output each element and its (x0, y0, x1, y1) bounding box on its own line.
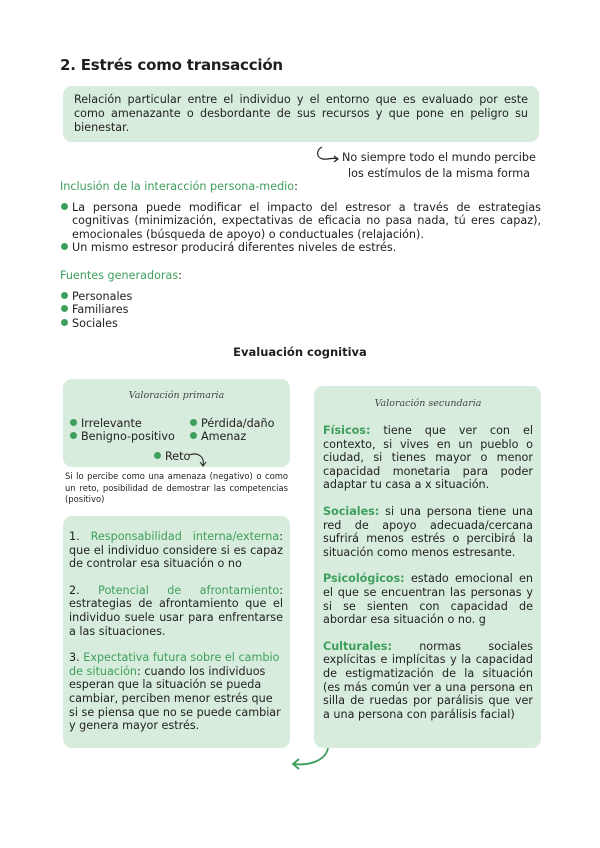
curly-arrow-icon (312, 144, 342, 166)
secondary-body: estado emocional en el que se encuentran las personas y si se sienten con capacidad de abordar esa situación o no. g (323, 572, 533, 627)
interaction-label (60, 180, 298, 194)
secondary-body: si una persona tiene una red de apoyo adecuada/cercana sufrirá menos estrés o percibirá la situación como menos estresante. (323, 504, 533, 559)
secondary-item (323, 572, 533, 626)
curved-arrow-icon (187, 452, 213, 472)
sources-label-colon: : (178, 269, 182, 282)
secondary-item (323, 640, 533, 722)
factor-item (69, 584, 283, 638)
factors-content (69, 530, 283, 733)
factor-colon: : (279, 583, 283, 597)
bullet-icon (61, 292, 68, 299)
secondary-appraisal-title: Valoración secundaria (374, 398, 482, 409)
interaction-label-colon: : (294, 180, 298, 193)
primary-col-1 (70, 417, 175, 444)
bullet-icon (61, 305, 68, 312)
interaction-label-text: Inclusión de la interacción persona-medio (60, 180, 295, 193)
secondary-heading: Psicológicos: (323, 572, 405, 586)
list-item-text: Benigno-positivo (81, 430, 175, 444)
factor-body: que el individuo considere si es capaz de controlar esa situación o no (69, 543, 283, 571)
list-item-text: Reto (165, 450, 191, 463)
factors-box (63, 516, 290, 748)
list-item (70, 417, 175, 430)
factor-body: estrategias de afrontamiento que el individuo suele usar para enfrentarse a las situaciones. (69, 597, 283, 638)
curved-arrow-icon (286, 746, 334, 772)
list-item (190, 417, 274, 430)
bullet-icon (154, 452, 161, 459)
list-item (190, 430, 274, 443)
list-item (70, 430, 175, 443)
bullet-icon (61, 319, 68, 326)
factor-item (69, 530, 283, 571)
list-item (61, 241, 541, 254)
definition-text: Relación particular entre el individuo y el entorno que es evaluado por este como amenazante o desbordante de sus recursos y que pone en peligro su bienestar. (74, 93, 528, 134)
secondary-body: tiene que ver con el contexto, si vives en un pueblo o ciudad, si tienes mayor o menor capacidad monetaria para poder adaptar tu casa a x situación. (323, 424, 533, 492)
secondary-appraisal-box (314, 386, 541, 748)
secondary-body: normas sociales explícitas e implícitas y la capacidad de estigmatización de la situación (es más común ver a una persona en silla de ruedas por parálisis que ver a una persona con parálisis facial) (323, 639, 533, 721)
bullet-icon (70, 432, 77, 439)
secondary-content (323, 424, 533, 721)
primary-appraisal-box (63, 379, 290, 467)
list-item (61, 303, 132, 316)
bullet-icon (61, 243, 68, 250)
list-item-text: Pérdida/daño (201, 417, 275, 430)
bullet-icon (190, 419, 197, 426)
secondary-heading: Sociales: (323, 504, 380, 518)
list-item-text: Sociales (72, 316, 118, 330)
side-note (342, 150, 536, 182)
factor-number: 2. (69, 583, 80, 597)
bullet-icon (61, 203, 68, 210)
secondary-heading: Culturales: (323, 639, 392, 653)
list-item (61, 290, 132, 303)
factor-item (69, 651, 283, 733)
side-note-line-2: los estímulos de la misma forma (348, 167, 531, 180)
definition-box (63, 86, 539, 142)
side-note-line-1: No siempre todo el mundo percibe (342, 151, 536, 164)
list-item (61, 317, 132, 330)
factor-heading: Responsabilidad interna/externa (90, 530, 280, 543)
sources-label-text: Fuentes generadoras (60, 269, 179, 282)
list-item (61, 201, 541, 241)
interaction-list (61, 201, 541, 255)
primary-appraisal-title: Valoración primaria (128, 390, 225, 401)
factor-number: 3. (69, 651, 80, 665)
reto-item (154, 450, 190, 463)
factor-heading: Expectativa futura sobre el cambio de situación (69, 651, 280, 678)
list-item-text: Amenaz (201, 430, 247, 444)
sources-list (61, 290, 132, 330)
list-item-text: Personales (72, 290, 133, 303)
bullet-icon (70, 419, 77, 426)
factor-number: 1. (69, 530, 80, 543)
primary-col-2 (190, 417, 274, 444)
secondary-item (323, 505, 533, 559)
bullet-icon (190, 432, 197, 439)
sources-label (60, 269, 182, 283)
secondary-heading: Físicos: (323, 424, 371, 437)
list-item-text: Familiares (72, 303, 129, 317)
factor-body: cuando los individuos esperan que la situación se pueda cambiar, perciben menor estrés que si se piensa que no se puede cambiar y genera mayor estrés. (69, 664, 281, 733)
section-heading: 2. Estrés como transacción (60, 56, 283, 74)
primary-note: Si lo percibe como una amenaza (negativo) o como un reto, posibilidad de demostrar las competencias (positivo) (65, 471, 288, 504)
list-item-text: La persona puede modificar el impacto del estresor a través de estrategias cognitivas (minimización, expectativas de eficacia no pasa nada, tú eres capaz), emocionales (búsqueda de apoyo) o conductuales (relajación). (72, 201, 541, 241)
factor-colon: : (137, 664, 141, 678)
list-item-text: Un mismo estresor producirá diferentes niveles de estrés. (72, 241, 397, 255)
evaluation-title: Evaluación cognitiva (233, 345, 367, 359)
secondary-item (323, 424, 533, 492)
list-item-text: Irrelevante (81, 417, 142, 430)
factor-heading: Potencial de afrontamiento (98, 583, 280, 597)
factor-colon: : (279, 530, 283, 543)
